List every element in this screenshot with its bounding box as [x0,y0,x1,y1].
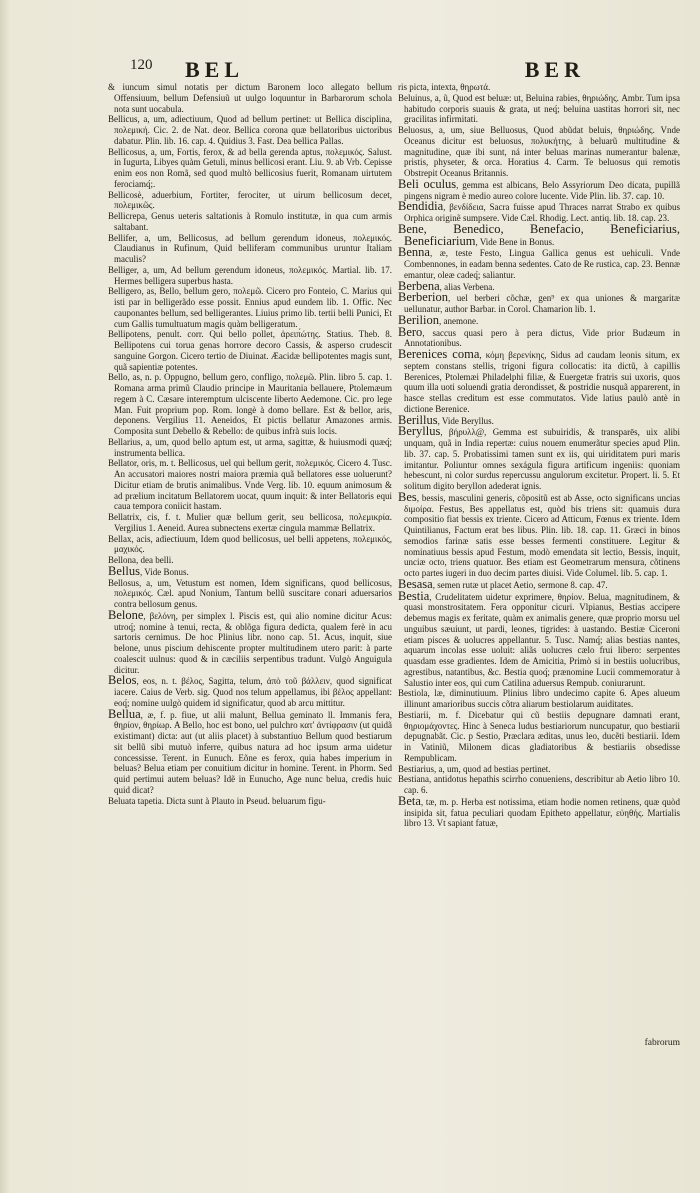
entry-text: Beluosus, a, um, siue Belluosus, Quod abũdat beluis, θηριώδης. Vnde Oceanus dicitur est beluosus, πολυκήτης, à beluarũ multitudine & magnitudine, quæ ibi sunt, ná inter beluas marinas numerantur balenæ, pristis, physeter, & orca. Horatius 4. Carm. Te beluosus qui remotis Obstrepit Oceanus Britannis. [398,125,680,178]
entry-headword: Belone [108,607,144,622]
entry-text: , uel berberi cõchæ, gen⁹ ex qua uniones & margaritæ uellunatur, author Barbar. in Corol. Chamarion lib. 1. [404,293,680,314]
entry-text: , eos, n. t. βέλος, Sagitta, telum, ἀπὸ τοῦ βάλλειν, quod significat iacere. Caius de Verb. sig. Quod nos telum appellamus, ibi βέλος appellant: eoq́; nomine uulgò quidem id significatur, quod ab arcu mittitur. [114,676,392,708]
dictionary-entry [398,324,680,350]
dictionary-entry [398,588,680,689]
dictionary-entry [108,563,392,578]
entry-headword: Bes [398,489,417,504]
dictionary-entry [108,211,392,233]
dictionary-entry [108,578,392,610]
dictionary-entry [398,221,680,248]
page-footer [645,1038,680,1049]
entry-headword: Berberion [398,290,448,305]
right-running-heading: BER [524,57,585,82]
entry-headword: Beli oculus [398,176,457,191]
entry-headword: Bestia [398,588,430,603]
entry-text: Bellifer, a, um, Bellicosus, ad bellum gerendum idoneus, πολεμικός. Claudianus in Rufinum, Quid belliferam communibus uruntur Italiam maculis? [108,232,392,264]
left-column [108,82,392,806]
entry-text: , Crudelitatem uidetur exprimere, θηρίον. Belua, magnitudinem, & quasi monstrositatem. Fera opponitur cicuri. Vlpianus, Bestias accipere debemus magis ex feritate, quàm ex animalis genere, quæ proprio morsu uel unguibus sæuiunt, ut pardi, leones, tigrides: à uastando. Bestiæ Ciceroni etiam pisces & uolucres appellantur. 5. Tusc. Namq́; alias bestias nantes, aquarum incolas esse uoluit: aliãs uolucres cælo frui libero: serpentes quasdam esse gradientes. Idem de Amicitia, Primò si in bestiis uolucribus, agrestibus, natantibus, &c. Bestia quoq́; prænomine Lucii commemoratur à Salustio inter eos, qui cum Catilina aduersus Rempub. coniurarunt. [404,591,680,688]
dictionary-entry [398,793,680,829]
entry-text: Bellosus, a, um, Vetustum est nomen, Idem significans, quod bellicosus, πολεμικός. Cæl. apud Nonium, Tantum bellũ suscitare conari aduersarios contra bellosum genus. [108,577,392,609]
dictionary-entry [398,247,680,280]
entry-text: Bellator, oris, m. t. Bellicosus, uel qui bellum gerit, πολεμικός. Cicero 4. Tusc. An accusatori maiores nostri maiora præmia quã bellatores esse uoluerunt? Dicitur etiam de brutis animalibus. Vnde Verg. lib. 10. equum animosum & ad prælium incitatum Bellatorem uocat, quum inquit: & inter Bellatoris equi caua tempora coniicit hastam. [108,458,392,512]
entry-text: Beluata tapetia. Dicta sunt à Plauto in Pseud. beluarum figu- [108,795,326,806]
entry-headword: Bellus [108,563,140,578]
entry-text: , gemma est albicans, Belo Assyriorum Deo dicata, pupillã pingens nigram è medio aureo colore lucente. Vide Plin. lib. 37. cap. 10. [404,179,680,201]
dictionary-entry [108,233,392,265]
dictionary-entry [398,764,680,775]
entry-headword: Berbena [398,278,440,293]
entry-text: Beluinus, a, ũ, Quod est beluæ: ut, Beluina rabies, θηριώδης. Ambr. Tum ipsa habitudo corporis suauis & grata, ut neq́; beluina uastitas horrori sit, nec gracilitas infirmitati. [398,92,680,125]
dictionary-entry [108,82,392,114]
entry-text: , κόμη βερενίκης, Sidus ad caudam leonis situm, ex septem constans stellis, trigoni figura collocatis: ita dictũ, à capillis Berenices, Ptolemæi Philadelphi filiæ, & Euergetæ fratris sui uxoris, quos quum illa uoti soluendi gratia derondisset, & postridie nusquã apparerent, in hasce stellas creditum est esse commutatos. Vide latius paulò antè in dictione Berenice. [404,350,681,414]
dictionary-entry [398,426,680,492]
entry-text: Bestiana, antidotus hepathis scirrho conueniens, describitur ab Aetio libro 10. cap. 6. [398,774,680,795]
dictionary-entry [108,675,392,708]
entry-text: , tæ, m. p. Herba est notissima, etiam hodie nomen retinens, quæ quòd insipida sit, fatua peculiari quodam Epitheto appellatur, εὐηθής. Martialis libro 13. Vt sapiant fatuæ, [404,796,680,829]
entry-headword: Bene, Benedico, Benefacio, Beneficiarius, Beneficiarium [398,221,680,248]
entry-headword: Belos [108,673,137,688]
dictionary-entry [108,458,392,512]
dictionary-entry [398,576,680,591]
dictionary-entry [398,710,680,764]
dictionary-entry [108,437,392,459]
entry-headword: Berillus [398,412,438,427]
entry-text: , semen rutæ ut placet Aetio, sermone 8. cap. 47. [432,579,608,590]
entry-text: Bellipotens, penult. corr. Qui bello pollet, ἀρειπ́ώτης. Statius. Theb. 8. Bellipotens cui torua genas horrore decoro Cassis, & asperso crudescit sanguine Gorgon. Cicero tertio de Diuinat. Æacidæ bellipotentes magis sunt, quã sapientiæ potentes. [108,329,392,372]
dictionary-entry [108,512,392,534]
entry-headword: Bero [398,324,423,339]
dictionary-entry [108,607,392,676]
entry-text: Bestiarius, a, um, quod ad bestias pertinet. [398,763,551,774]
entry-text: , alias Verbena. [439,281,495,292]
running-header [130,57,585,83]
entry-text: Bellicus, a, um, adiectiuum, Quod ad bellum pertinet: ut Bellica disciplina, πολεμική. Cic. 2. de Nat. deor. Bellica corona quæ bellatoribus uictoribus dabatur. Plin. lib. 16. cap. 4. Quidius 3. Fast. Dea bellica Pallas. [108,114,392,146]
entry-text: Bestiola, læ, diminutiuum. Plinius libro undecimo capite 6. Apes alueum illinunt amarioribus succis cõtra aliarum bestiolarum auiditates. [398,688,680,709]
entry-text: Bellax, acis, adiectiuum, Idem quod bellicosus, uel belli appetens, πολεμικός, μαχικός. [108,533,392,555]
entry-headword: Berenices coma [398,347,480,361]
dictionary-entry [108,796,392,807]
entry-text: Bestiarii, m. f. Dicebatur qui cũ bestiis depugnare damnati erant, θηριομάχοντες. Hinc à Seneca ludus bestiariorum nuncupatur, quo bestiarii depugnabãt. Cic. p Sestio, Præclara æditas, unus leo, ducẽti bestiarii. Idem in Vatiniũ, Milonem dicas gladiatoribus & bestiariis obsedisse Rempublicam. [398,709,680,763]
entry-text: Bello, as, n. p. Oppugno, bellum gero, confligo, πολεμῶ. Plin. libro 5. cap. 1. Romana arma primũ Claudio principe in Mauritania bellauere, Ptolemæum regem à C. Cæsare interemptum ulciscente liberto Aedemone. Cic. pro lege Man. Fuit proprium pop. Rom. longè à domo bellare. Est & bellor, aris, deponens. Vergilius 11. Aeneidos, Et pictis bellatur Amazones armis. Composita sunt Debello & Rebello: de quibus infrà suis locis. [108,372,392,436]
entry-headword: Bellua [108,706,141,721]
dictionary-entry [398,201,680,224]
dictionary-entry [108,114,392,146]
dictionary-entry [108,329,392,372]
catchword: fabrorum [644,1038,680,1048]
entry-text: , bessis, masculini generis, cõpositũ est ab Asse, octo significans uncias διμοίρα. Festus, Bes appellatus est, quòd bis triens sit: quamuis dura compositio fiat bessis ex triente. Cicero ad Atticum, Fœnus ex triente. Idem Quintilianus, Factum erat bes libus. Plin. lib. 18. cap. 11. Græci in binos semodios farinæ satis esse besses fermenti constituere. Legitur & nominatiuus bessis apud Festum, modò emendata sit lectio, Bessis, inquit, unciæ octo, triens quatuor. Bes etiam est Geometrarum mensura, cõtinens octo partes iugeri in duo decim partes diuisi. Vide Columel. lib. 5. cap. 1. [404,492,680,578]
dictionary-entry [108,147,392,190]
dictionary-entry [398,82,680,93]
dictionary-entry [398,349,680,415]
entry-text: ris picta, intexta, θηρωτά. [398,82,491,92]
dictionary-entry [398,93,680,125]
entry-headword: Beryllus [398,424,441,439]
entry-headword: Benna [398,245,430,260]
entry-text: , βήρυλλ@, Gemma est subuiridis, & transparēs, uix alibi unquam, quã in India repertæ: cuius nouem enumerãtur species apud Plin. lib. 37. cap. 5. Probatissimi tamen sunt ex iis, qui uiriditatem puri maris imitantur. Poliuntur omnes sexágula figura artificum ingeniis: quoniam hebescunt, ni color surdus repercussu angulorum excitetur. Propert. li. 5. Et solitum digito beryllon adederat ignis. [404,427,680,491]
entry-text: Bellona, dea belli. [108,555,174,565]
entry-headword: Besasa [398,576,433,591]
entry-text: Belliger, a, um, Ad bellum gerendum idoneus, πολεμικός. Martial. lib. 17. Hermes belligera superbus hasta. [108,264,392,286]
dictionary-entry [108,555,392,566]
entry-headword: Beta [398,793,421,808]
entry-text: , Vide Bene in Bonus. [475,236,555,247]
entry-text: , æ, f. p. fiue, ut alii malunt, Bellua geminato ll. Immanis fera, θηρίον, θηρίωρ. A Bello, hoc est bono, uel pulchro κατ' ἀντίφρασιν (ut quidã existimant) dicta: aut (ut aliis placet) à substantiuo Bellum quod bestiarum sit bellũ sibi mutuò inferre, quibus natura ad hoc ipsum arma uidetur concessisse. Terent. in Eunuch. Eõne es ferox, quia habes imperium in beluas? Belua etiam per conuitium dicitur in homine. Terent. in Phorm. Sed quid pertimui autem beluas? Idẽ in Eunucho, Age nunc belua, credis huic quid dicat? [114,709,392,795]
right-column [398,82,680,829]
dictionary-entry [108,190,392,212]
entry-text: Bellatrix, cis, f. t. Mulier quæ bellum gerit, seu bellicosa, πολεμικρία. Vergilius 1. Aeneid. Aurea subnectens exertæ cingula mammæ Bellatrix. [108,512,392,533]
dictionary-entry [398,292,680,315]
entry-text: Bellarius, a, um, quod bello aptum est, ut arma, sagittæ, & huiusmodi quæq́; instrumenta bellica. [108,436,392,458]
page-number: 120 [130,57,153,73]
entry-text: , βενδίδεια, Sacra fuisse apud Thraces narrat Strabo ex quibus Orphica originẽ sumpsere. Vide Cæl. Rhodig. Lect. antiq. lib. 18. cap. 23. [404,202,680,223]
dictionary-entry [108,286,392,329]
entry-text: Bellicrepa, Genus ueteris saltationis à Romulo institutæ, in qua cum armis saltabant. [108,211,392,232]
entry-text: , saccus quasi pero à pera dictus, Vide prior Budæum in Annotationibus. [404,327,680,349]
dictionary-entry [398,125,680,179]
left-running-heading: BEL [185,57,245,82]
entry-text: & iuncum simul notatis per dictum Baronem loco allegato bellum Offensiuum, bellum Defensiuũ ut uulgo loquuntur in Barbarorum schola nota sunt uocabula. [108,82,392,114]
entry-text: Bellicosè, aduerbium, Fortiter, ferociter, ut uirum bellicosum decet, πολεμικῶς. [108,189,392,211]
dictionary-entry [108,265,392,287]
dictionary-entry [398,688,680,710]
entry-headword: Bendidia [398,199,444,214]
entry-text: , anemone. [438,315,479,326]
entry-text: Bellicosus, a, um, Fortis, ferox, & ad bella gerenda aptus, πολεμικός. Salust. in Iugurta, Libyes quàm Getuli, minus bellicosi erant. Liu. 9. ab Vrb. Cepisse enim eos non Romã, sed quod multò bellicosius fuerit, Romanam uirtutem ferociamq́;. [108,146,392,189]
dictionary-entry [398,312,680,327]
entry-text: Belligero, as, Bello, bellum gero, πολεμῶ. Cicero pro Fonteio, C. Marius qui isti par in belligerãdo esse possit. Ennius apud eundem lib. 1. Offic. Nec cauponantes bellum, sed belligerantes. Liuius primo lib. tertii belli Punici, Et cum Gallis tumultuatum magis quàm belligeratum. [108,286,392,329]
entry-text: , Vide Bonus. [139,566,189,577]
dictionary-entry [398,176,680,202]
dictionary-entry [108,372,392,437]
entry-headword: Berilion [398,312,439,327]
dictionary-entry [398,489,680,579]
entry-text: , æ, teste Festo, Lingua Gallica genus est uehiculi. Vnde Combennones, in eadam benna sedentes. Cato de Re rustica, cap. 23. Bennæ emantur, oleæ cadeq́; saliantur. [404,248,680,280]
entry-text: , βελόνη, per simplex l. Piscis est, qui alio nomine dicitur Acus: utroq́; nomine à tenui, recta, & oblõga figura dedicta, qualem ferè in acu sartoris cernimus. De hoc Plinius libr. nono cap. 51. Acus, inquit, siue belone, unus piscium dehiscente propter multitudinem utero parit: à parte coalescit uulnus: quod & in cæciliis serpentibus tradunt. Vulgò Anguigula dicitur. [114,610,392,675]
entry-text: , Vide Beryllus. [437,415,494,426]
dictionary-entry [108,706,392,796]
dictionary-entry [108,534,392,556]
dictionary-entry [398,774,680,796]
